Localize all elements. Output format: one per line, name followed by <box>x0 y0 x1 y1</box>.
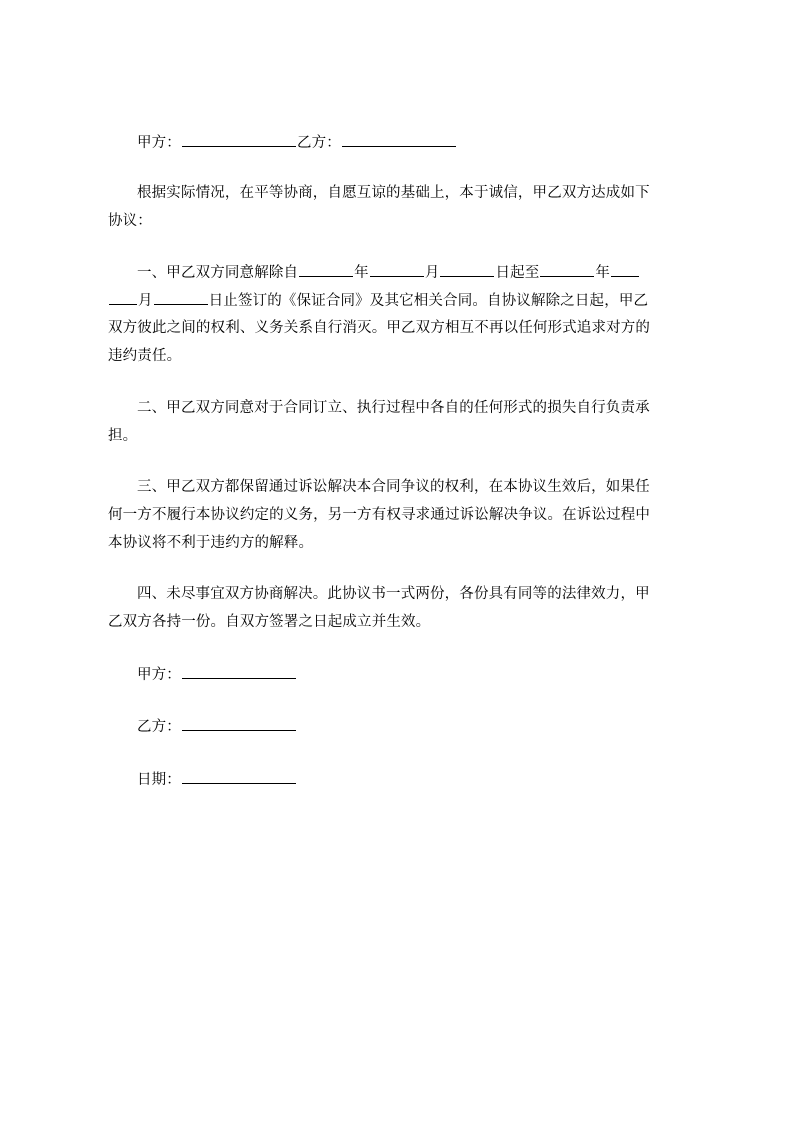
clause2-line-1: 二、甲乙双方同意对于合同订立、执行过程中各自的任何形式的损失自行负责承 <box>137 400 650 416</box>
signature-date-label: 日期： <box>137 772 181 788</box>
clause1-part1: 一、甲乙双方同意解除自 <box>137 265 299 281</box>
signature-party-a-blank[interactable] <box>182 664 296 679</box>
signature-party-b-blank[interactable] <box>182 716 296 731</box>
signature-party-a-label: 甲方： <box>137 667 181 683</box>
clause1-year1: 年 <box>354 265 369 281</box>
clause1-day-from: 日起至 <box>495 265 540 281</box>
clause2-line-2: 担。 <box>108 428 138 444</box>
clause1-day1-blank[interactable] <box>440 262 494 277</box>
clause3-line-2: 何一方不履行本协议约定的义务，另一方有权寻求通过诉讼解决争议。在诉讼过程中 <box>108 507 651 523</box>
signature-party-a <box>137 664 297 685</box>
signature-date <box>137 769 297 790</box>
clause1-year1-blank[interactable] <box>299 262 353 277</box>
clause4-line-1: 四、未尽事宜双方协商解决。此协议书一式两份，各份具有同等的法律效力，甲 <box>137 586 650 602</box>
clause3-line-1: 三、甲乙双方都保留通过诉讼解决本合同争议的权利，在本协议生效后，如果任 <box>137 479 650 495</box>
intro-line-1: 根据实际情况，在平等协商，自愿互谅的基础上，本于诚信，甲乙双方达成如下 <box>137 185 650 201</box>
clause1-year2-blank[interactable] <box>540 262 594 277</box>
clause1-month1-blank[interactable] <box>370 262 424 277</box>
clause1-line-3: 双方彼此之间的权利、义务关系自行消灭。甲乙双方相互不再以任何形式追求对方的 <box>108 320 651 336</box>
clause1-line-1 <box>137 262 640 283</box>
clause1-month2: 月 <box>138 293 153 309</box>
clause1-month1: 月 <box>424 265 440 281</box>
header-party-a-blank[interactable] <box>182 132 296 147</box>
header-party-b-blank[interactable] <box>342 132 456 147</box>
clause1-line-2 <box>108 290 648 311</box>
clause1-month2-blank-b[interactable] <box>109 290 137 305</box>
clause1-month2-blank-a[interactable] <box>611 262 639 277</box>
clause1-line2-rest: 日止签订的《保证合同》及其它相关合同。自协议解除之日起，甲乙 <box>208 293 649 309</box>
signature-date-blank[interactable] <box>182 769 296 784</box>
signature-party-b <box>137 716 297 737</box>
intro-line-2: 协议： <box>108 213 152 229</box>
clause1-year2: 年 <box>595 265 611 281</box>
signature-party-b-label: 乙方： <box>137 719 181 735</box>
clause1-day2-blank[interactable] <box>154 290 208 305</box>
clause1-line-4: 违约责任。 <box>108 348 182 364</box>
header-parties <box>137 132 457 153</box>
clause3-line-3: 本协议将不利于违约方的解释。 <box>108 535 314 551</box>
clause4-line-2: 乙双方各持一份。自双方签署之日起成立并生效。 <box>108 614 431 630</box>
header-party-a-label: 甲方： <box>137 135 181 151</box>
header-party-b-label: 乙方： <box>296 135 341 151</box>
